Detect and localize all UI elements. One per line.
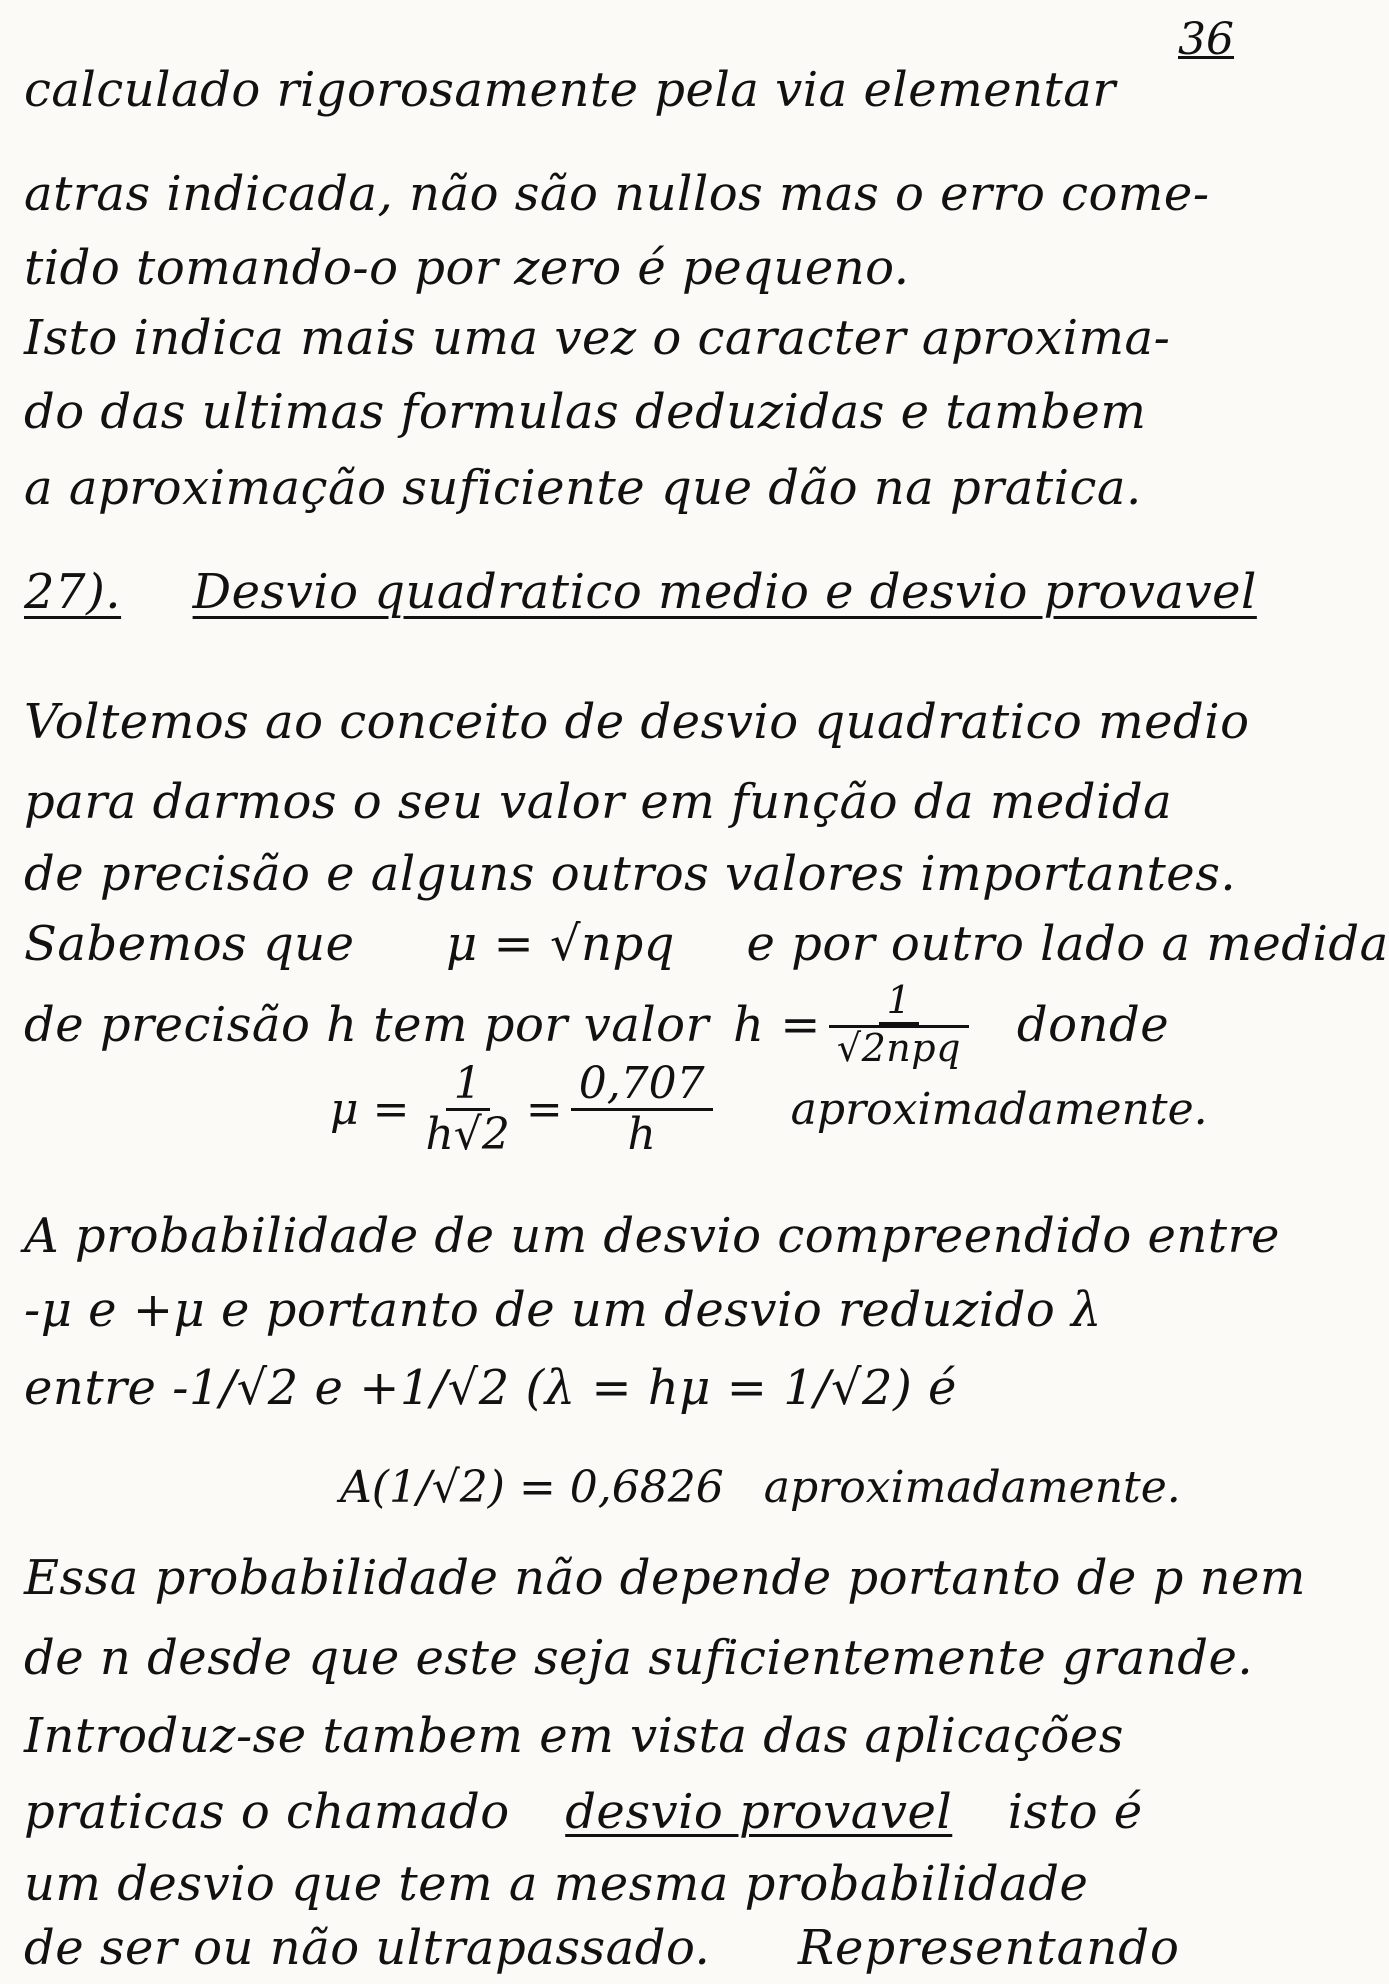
text-span: de precisão h tem por valor [24, 997, 710, 1053]
h-lhs: h = [733, 997, 821, 1053]
fraction-numerator: 1 [879, 980, 920, 1025]
fraction-denominator: h√2 [425, 1109, 510, 1161]
text-line: de n desde que este seja suficientemente grande. [24, 1630, 1254, 1686]
section-heading [24, 560, 1272, 624]
fraction-numerator: 0,707 [571, 1060, 713, 1111]
page-number: 36 [1178, 14, 1234, 65]
text-line [24, 1916, 1272, 1980]
text-line: atras indicada, não são nullos mas o erro come- [24, 166, 1210, 222]
formula-suffix: aproximadamente. [763, 1462, 1181, 1513]
formula-lhs: μ = [330, 1084, 410, 1136]
text-line: do das ultimas formulas deduzidas e tambem [24, 384, 1147, 440]
equals-sign: = [525, 1084, 563, 1136]
text-span: Sabemos que [24, 916, 355, 972]
fraction [571, 1060, 713, 1160]
text-line: -μ e +μ e portanto de um desvio reduzido λ [24, 1282, 1102, 1338]
term-desvio-provavel: desvio provavel [565, 1784, 953, 1840]
text-span: donde [1016, 997, 1170, 1053]
text-line [24, 980, 1272, 1070]
text-line: entre -1/√2 e +1/√2 (λ = hμ = 1/√2) é [24, 1360, 957, 1416]
text-line: Voltemos ao conceito de desvio quadratico medio [24, 694, 1250, 750]
formula-probability [340, 1462, 1181, 1513]
text-span: praticas o chamado [24, 1784, 510, 1840]
formula-mu [330, 1060, 1208, 1160]
text-line: Isto indica mais uma vez o caracter aproxima- [24, 310, 1171, 366]
section-number: 27). [24, 564, 122, 620]
h-fraction [829, 980, 969, 1070]
fraction-numerator: 1 [446, 1060, 490, 1111]
formula-expression: A(1/√2) = 0,6826 [340, 1462, 724, 1513]
text-line: para darmos o seu valor em função da medida [24, 774, 1173, 830]
formula-suffix: aproximadamente. [790, 1084, 1208, 1136]
text-line: Essa probabilidade não depende portanto de p nem [24, 1550, 1306, 1606]
text-span: Representando [797, 1920, 1180, 1976]
text-line [24, 1780, 1272, 1844]
text-line: A probabilidade de um desvio compreendido entre [24, 1208, 1280, 1264]
text-line [24, 912, 1389, 976]
text-line: calculado rigorosamente pela via elementar [24, 62, 1116, 118]
text-line: de precisão e alguns outros valores importantes. [24, 846, 1237, 902]
fraction-denominator: √2npq [829, 1025, 969, 1070]
text-span: isto é [1007, 1784, 1143, 1840]
text-line: tido tomando-o por zero é pequeno. [24, 240, 910, 296]
section-title: Desvio quadratico medio e desvio provavel [192, 564, 1257, 620]
text-line: um desvio que tem a mesma probabilidade [24, 1856, 1089, 1912]
fraction-denominator: h [627, 1109, 656, 1161]
text-line: Introduz-se tambem em vista das aplicações [24, 1708, 1124, 1764]
mu-definition: μ = √npq [446, 916, 675, 972]
fraction [417, 1060, 517, 1160]
text-span: de ser ou não ultrapassado. [24, 1920, 711, 1976]
text-line: a aproximação suficiente que dão na pratica. [24, 460, 1142, 516]
text-span: e por outro lado a medida [746, 916, 1389, 972]
